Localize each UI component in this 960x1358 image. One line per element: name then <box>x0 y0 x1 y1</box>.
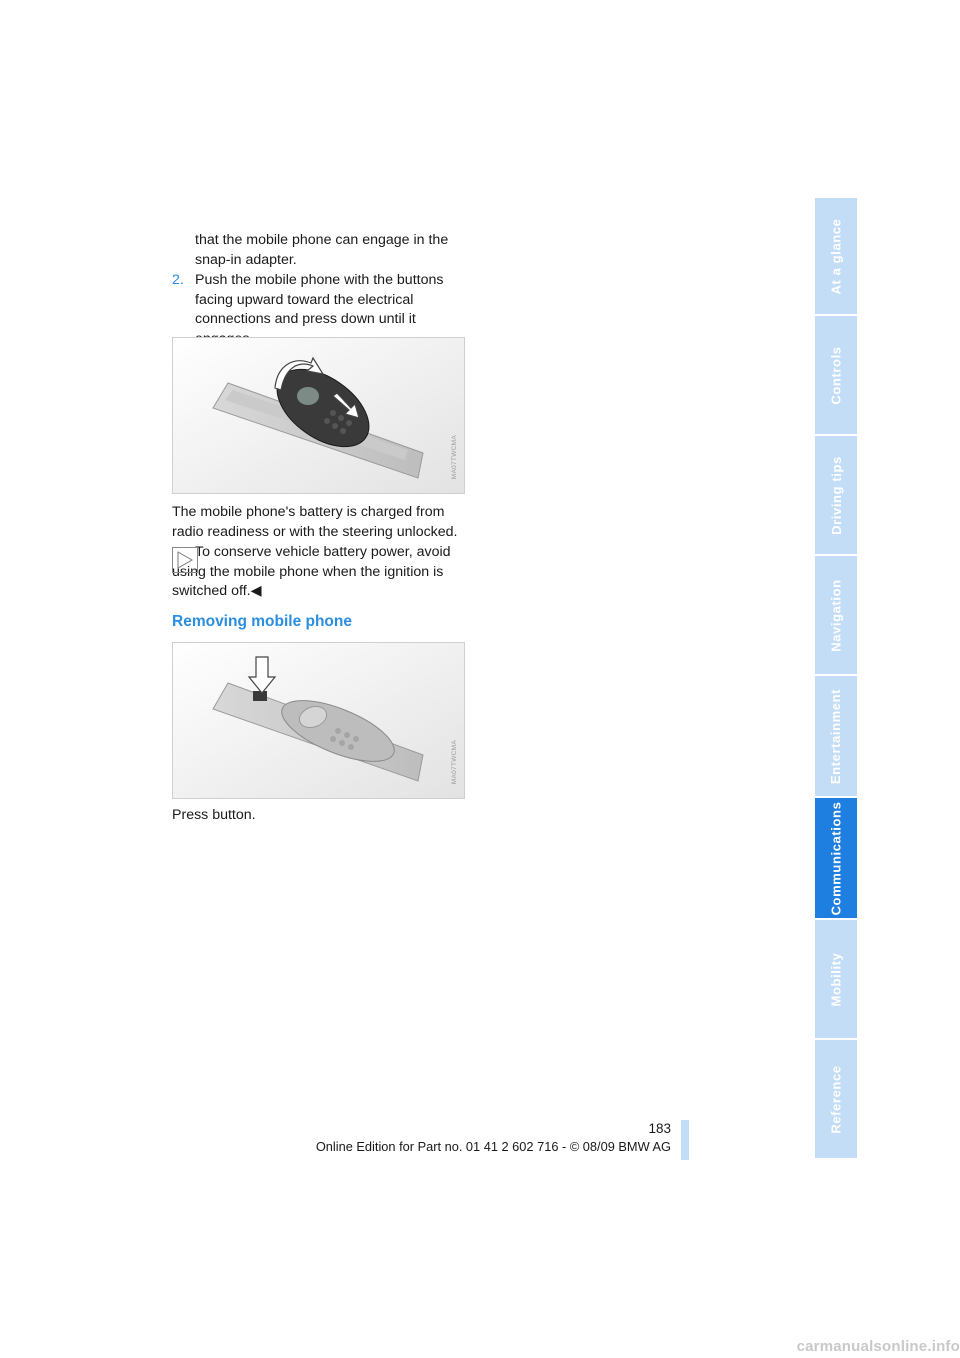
battery-text: The mobile phone's battery is charged from radio readiness or with the steering unlocked. <box>172 504 458 540</box>
tab-controls[interactable]: Controls <box>815 316 857 434</box>
note-triangle-icon <box>172 547 198 573</box>
figure-remove-phone <box>172 642 465 799</box>
remove-phone-illustration <box>173 643 465 799</box>
note-text: To conserve vehicle battery power, avoid using the mobile phone when the ignition is switched off. <box>172 544 451 599</box>
tab-driving-tips[interactable]: Driving tips <box>815 436 857 554</box>
footer-accent-bar <box>681 1120 689 1160</box>
press-button-text: Press button. <box>172 807 256 823</box>
section-heading: Removing mobile phone <box>172 613 352 630</box>
figure-code: MA07TWCMA <box>451 434 458 479</box>
figure-insert-phone <box>172 337 465 494</box>
edition-footer: Online Edition for Part no. 01 41 2 602 716 - © 08/09 BMW AG <box>315 1139 671 1154</box>
continuation-text: that the mobile phone can engage in the snap-in adapter. <box>195 232 449 268</box>
tab-communications[interactable]: Communications <box>815 798 857 918</box>
step-number: 2. <box>172 272 184 288</box>
step-text: Push the mobile phone with the buttons facing upward toward the electrical connections and press down until it <box>195 272 444 327</box>
watermark: carmanualsonline.info <box>796 1338 960 1355</box>
tab-mobility[interactable]: Mobility <box>815 920 857 1038</box>
note-block <box>172 543 472 603</box>
page-number: 183 <box>648 1121 671 1136</box>
tab-at-a-glance[interactable]: At a glance <box>815 198 857 314</box>
tab-entertainment[interactable]: Entertainment <box>815 676 857 796</box>
end-mark-icon: ◀ <box>250 583 262 599</box>
insert-phone-illustration <box>173 338 465 494</box>
tab-navigation[interactable]: Navigation <box>815 556 857 674</box>
tab-reference[interactable]: Reference <box>815 1040 857 1158</box>
figure-code: MA07TWCMA <box>451 739 458 784</box>
